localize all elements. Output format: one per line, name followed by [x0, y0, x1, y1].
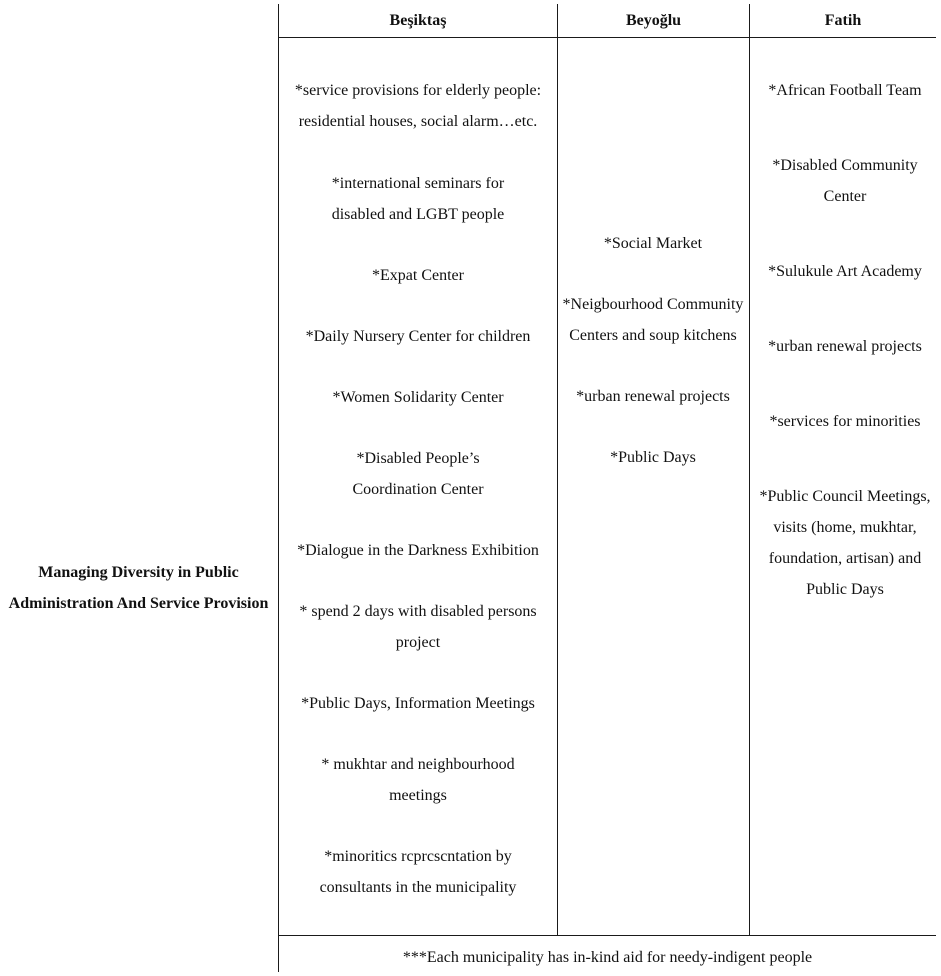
list-item: * mukhtar and neighbourhood meetings	[321, 756, 515, 804]
list-item: *Women Solidarity Center	[332, 389, 504, 406]
list-item: *Dialogue in the Darkness Exhibition	[297, 542, 539, 559]
list-item: *Disabled People’s Coordination Center	[352, 450, 484, 498]
list-item: *Sulukule Art Academy	[768, 263, 922, 280]
list-item: *Daily Nursery Center for children	[305, 328, 531, 345]
list-item: *urban renewal projects	[576, 388, 730, 405]
column-fatih	[752, 75, 938, 605]
list-item: *urban renewal projects	[768, 338, 922, 355]
column-besiktas	[283, 75, 553, 903]
list-item: * spend 2 days with disabled persons project	[299, 603, 537, 651]
column-beyoglu	[562, 228, 744, 473]
list-item: *Expat Center	[372, 267, 464, 284]
vertical-rule-left	[278, 4, 279, 972]
list-item: *services for minorities	[769, 413, 921, 430]
list-item: *Public Days, Information Meetings	[301, 695, 535, 712]
list-item: *African Football Team	[768, 82, 922, 99]
list-item: *service provisions for elderly people: residential houses, social alarm…etc.	[294, 82, 542, 130]
list-item: *international seminars for disabled and LGBT people	[331, 175, 505, 223]
list-item: *Neigbourhood Community Centers and soup kitchens	[562, 296, 744, 344]
vertical-rule-2	[749, 4, 750, 936]
list-item: *minoritics rcprcscntation by consultants in the municipality	[319, 848, 517, 896]
header-besiktas: Beşiktaş	[389, 12, 447, 29]
list-item: *Public Days	[610, 449, 696, 466]
header-beyoglu: Beyoğlu	[625, 12, 682, 29]
list-item: *Disabled Community Center	[772, 157, 918, 205]
vertical-rule-1	[557, 4, 558, 936]
footer-rule	[278, 935, 936, 936]
header-fatih: Fatih	[824, 12, 862, 29]
list-item: *Public Council Meetings, visits (home, mukhtar, foundation, artisan) and Public Days	[759, 488, 931, 598]
list-item: *Social Market	[603, 235, 703, 252]
footer-note: ***Each municipality has in-kind aid for needy-indigent people	[402, 949, 813, 966]
row-label: Managing Diversity in Public Administration And Service Provision	[8, 564, 269, 612]
